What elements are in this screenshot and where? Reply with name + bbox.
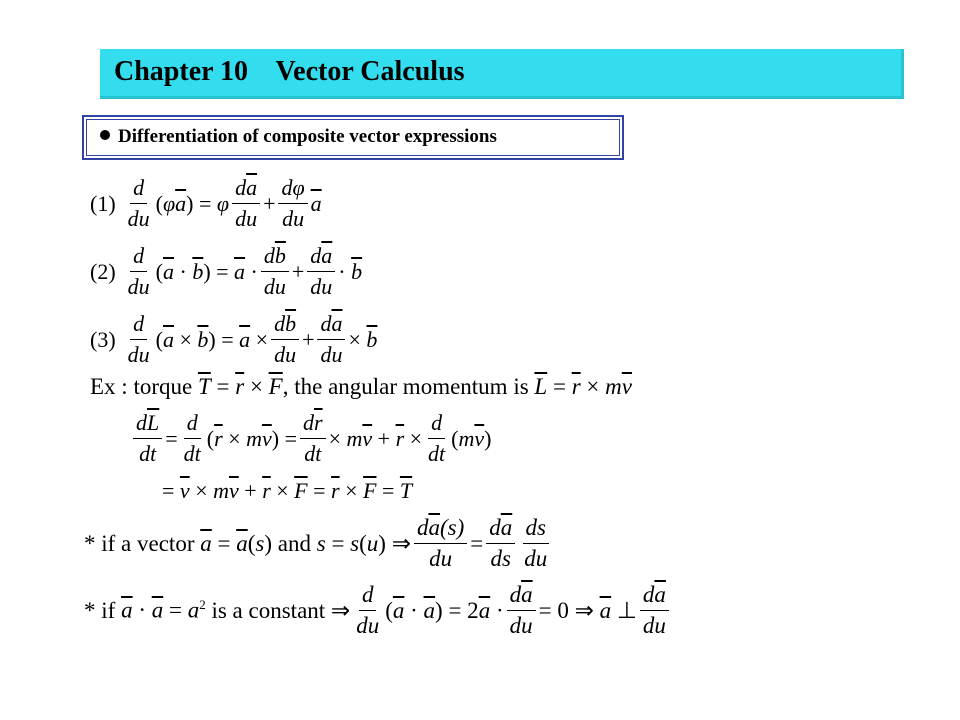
derivation-line-2: = $\overline{v} \times m\overline{v} + \overline{r} \times \overline{F} = \overline{r} \times \overline{F} = \overline{T}$ [162,478,413,503]
fraction-dr-dt: $\frac{d\overline{r}}{dt}$ [300,410,326,467]
fraction-da-du: $\frac{d\overline{a}}{du}$ [507,582,536,639]
derivative-operator: $\frac{d}{du}$ [356,582,380,638]
bullet-icon [100,130,110,140]
fraction-da-du: $\frac{d\overline{a}}{du}$ [232,175,260,232]
equation-2-lhs: $(\overline{a} \cdot \overline{b}) = \overline{a}$ · [155,258,258,284]
fraction-db-du: $\frac{d\overline{b}}{du}$ [261,243,289,300]
note-2-constant: is a constant [211,597,326,623]
equation-3: (3) $\frac{d}{du}$ $(\overline{a} \times \overline{b}) = \overline{a}$ × $\frac{d\overline{b}}{du}$ + $\frac{d\overline{a}}{du}$ × $\overline{b}$ [90,311,378,367]
section-heading-text: Differentiation of composite vector expressions [118,126,497,147]
note-chain-rule: * if a vector $\overline{a} = \overline{a}(s)$ and s = s(u) ⇒ $\frac{d\overline{a}(s)}{du}$ = $\frac{d\overline{a}}{ds}$ $\frac{ds}{du}$ [84,515,553,572]
fraction-dL-dt: $\frac{d\overline{L}}{dt}$ [133,410,162,467]
derivative-operator: $\frac{d}{du}$ [127,311,150,367]
fraction-da-du: $\frac{d\overline{a}}{du}$ [640,582,669,639]
note-2-prefix: * if [84,597,116,623]
equation-3-lhs: $(\overline{a} \times \overline{b}) = \overline{a}$ × [155,326,269,352]
derivative-operator: $\frac{d}{du}$ [127,243,150,299]
derivative-operator-dt: $\frac{d}{dt}$ [428,410,446,466]
page-title: Chapter 10 Vector Calculus [114,56,465,87]
example-line: Ex : torque $\overline{T} = \overline{r} \times \overline{F}$ , the angular momentum is $\overline{L} = \overline{r} \times m\overline{v}$ [90,374,632,399]
note-1-and: and [277,530,311,556]
fraction-da-du: $\frac{d\overline{a}}{du}$ [317,311,345,368]
section-heading [100,126,497,148]
derivation-line-1: $\frac{d\overline{L}}{dt}$ = $\frac{d}{dt}$ $(\overline{r} \times m\overline{v})$ = $\frac{d\overline{r}}{dt}$ × $m\overline{v} + \overline{r}$ × $\frac{d}{dt}$ $(m\overline{v})$ [130,410,491,467]
example-mid-text: , the angular momentum is [282,374,529,399]
equation-1-label: (1) [90,190,116,216]
fraction-da-du: $\frac{d\overline{a}}{du}$ [307,243,335,300]
fraction-da-ds: $\frac{d\overline{a}}{ds}$ [486,515,515,572]
fraction-dphi-du: $\frac{d\varphi}{du}$ [278,175,307,232]
equation-2: (2) $\frac{d}{du}$ $(\overline{a} \cdot \overline{b}) = \overline{a}$ · $\frac{d\overline{b}}{du}$ + $\frac{d\overline{a}}{du}$ · $\overline{b}$ [90,243,363,299]
section-heading-box [82,115,624,160]
fraction-db-du: $\frac{d\overline{b}}{du}$ [271,311,299,368]
fraction-da-s-du: $\frac{d\overline{a}(s)}{du}$ [414,515,467,572]
fraction-ds-du: $\frac{ds}{du}$ [524,515,548,571]
title-bar [100,49,904,99]
note-1-prefix: * if a vector [84,530,195,556]
equation-1-lhs: $(\varphi\overline{a}) = \varphi$ [155,190,230,216]
equation-2-label: (2) [90,258,116,284]
derivative-operator: $\frac{d}{du}$ [127,175,150,231]
note-constant-magnitude: * if $\overline{a} \cdot \overline{a} = a^2$ is a constant ⇒ $\frac{d}{du}$ $(\overline{a} \cdot \overline{a}) = 2\overline{a}$ · $\frac{d\overline{a}}{du}$ = 0 ⇒ $\overline{a}$ ⊥ $\frac{d\overline{a}}{du}$ [84,582,672,639]
equation-1: (1) $\frac{d}{du}$ $(\varphi\overline{a}) = \varphi$ $\frac{d\overline{a}}{du}$ + $\frac{d\varphi}{du}$ $\overline{a}$ [90,175,322,231]
equation-3-label: (3) [90,326,116,352]
example-label: Ex : torque [90,374,193,399]
derivative-operator-dt: $\frac{d}{dt}$ [183,410,201,466]
